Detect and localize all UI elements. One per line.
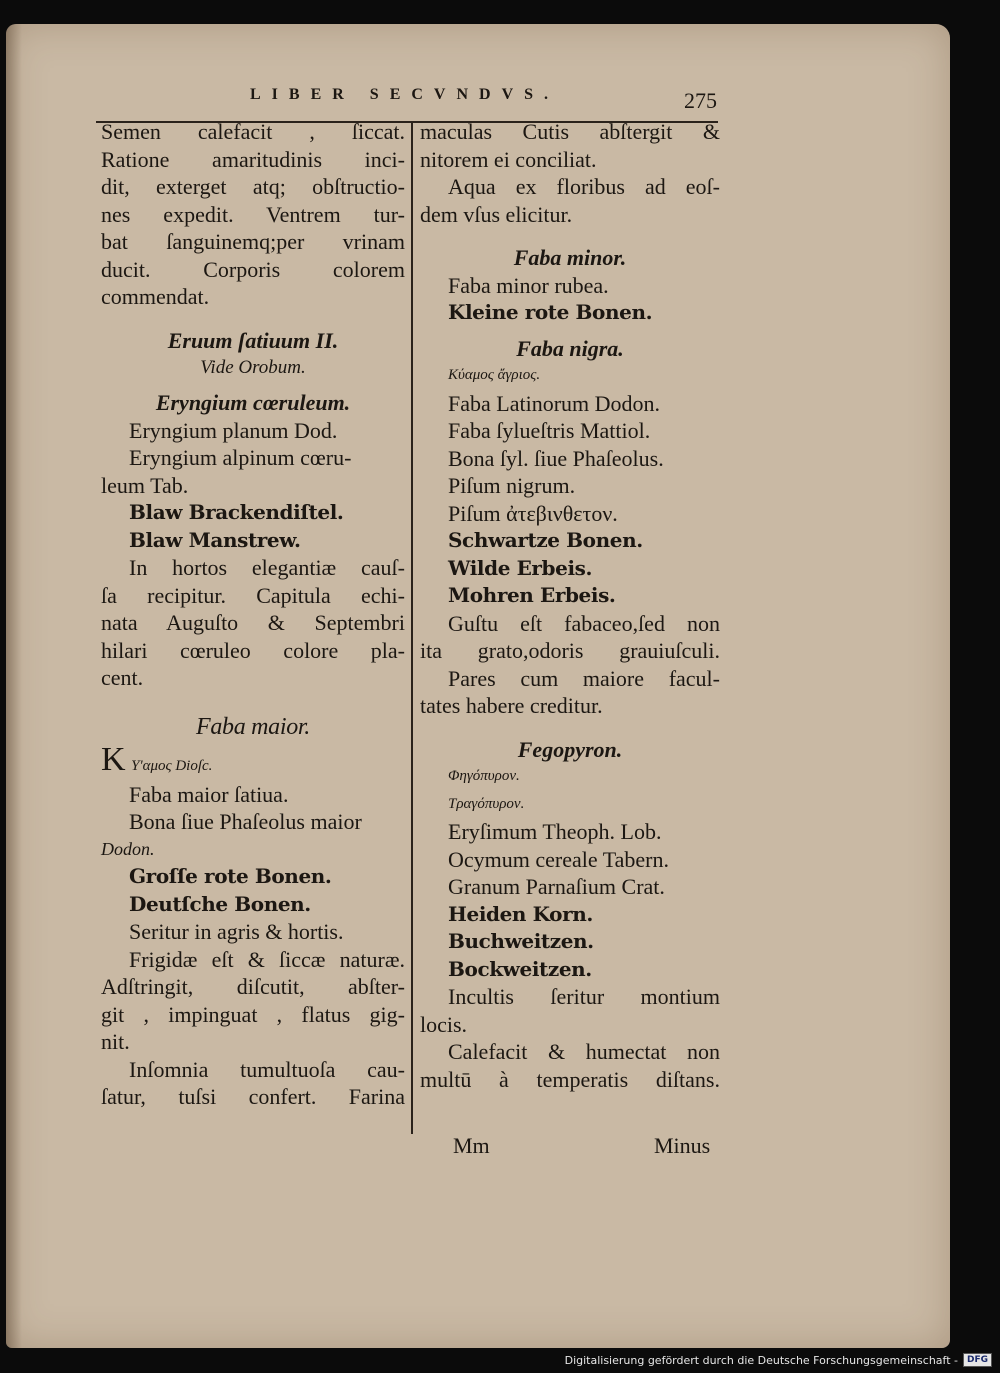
german-name: Bockweitzen. [448,956,592,981]
synonym-line: Eryngium alpinum cœru- [129,445,352,470]
text-line: Adſtringit, diſcutit, abſter- [101,974,405,999]
synonym-line: Faba minor rubea. [448,272,609,298]
synonym-line: Bona ſyl. ſiue Phaſeolus. [448,445,664,471]
text-line: commendat. [101,284,210,309]
catchword: Minus [654,1133,711,1158]
synonym-line: Eryngium planum Dod. [129,417,338,443]
text-line: Aqua ex floribus ad eoſ- [448,174,720,199]
text-line: hilari cœruleo colore pla- [101,637,405,663]
text-line: nata Auguſto & Septembri [101,610,405,635]
synonym-line: Ocymum cereale Tabern. [448,846,669,872]
text-line: ſa recipitur. Capitula echi- [101,582,405,608]
text-line: Ratione amaritudinis inci- [101,146,405,172]
text-line: bat ſanguinemq;per vrinam [101,229,405,254]
text-line: nes expedit. Ventrem tur- [101,201,405,227]
synonym-line: Piſum nigrum. [448,473,576,498]
text-line: dem vſus elicitur. [420,201,573,227]
text-line: cent. [101,665,144,690]
text-line: Frigidæ eſt & ſiccæ naturæ. [129,946,405,972]
text-line: maculas Cutis abſtergit & [420,119,720,144]
synonym-line: Faba ſylueſtris Mattiol. [448,418,651,443]
cross-reference: Vide Orobum. [200,357,306,378]
entry-heading-faba-minor: Faba minor. [513,245,627,270]
text-line: tates habere creditur. [420,693,603,718]
running-head: LIBER SECVNDVS. [250,86,560,103]
text-line: Semen calefacit , ſiccat. [101,119,405,144]
german-name: Schwartze Bonen. [448,528,643,552]
entry-heading-fegopyron: Fegopyron. [517,736,623,762]
synonym-line: Faba Latinorum Dodon. [448,390,661,416]
entry-heading-faba-maior: Faba maior. [195,713,311,740]
text-line: Inſomnia tumultuoſa cau- [129,1056,405,1082]
german-name: Groſſe rote Bonen. [129,864,332,888]
synonym-line: Eryſimum Theoph. Lob. [448,819,662,844]
left-column [101,118,405,1111]
text-line: In hortos elegantiæ cauſ- [129,555,405,580]
entry-heading-eryngium: Eryngium cœruleum. [155,390,351,415]
page-number: 275 [684,88,717,113]
text-line: Calefacit & humectat non [448,1039,720,1064]
synonym-line: Dodon. [101,838,155,859]
text-line: ita grato,odoris grauiuſculi. [420,638,720,663]
synonym-line: Piſum ἀτεβινθετον. [448,500,618,526]
text-line: nitorem ei conciliat. [420,146,597,172]
synonym-line: Faba maior ſatiua. [129,781,289,807]
german-name: Blaw Manstrew. [129,527,301,552]
credit-text: Digitalisierung gefördert durch die Deutsche Forschungsgemeinschaft - [564,1353,958,1367]
german-name: Heiden Korn. [448,901,593,926]
german-name: Mohren Erbeis. [448,583,616,607]
greek-name: Υ'αμος Dioſc. [131,758,213,774]
german-name: Deutſche Bonen. [129,891,311,916]
signature-mark: Mm [453,1133,490,1158]
german-name: Kleine rote Bonen. [448,300,653,324]
dfg-logo: DFG [963,1353,992,1367]
synonym-line: leum Tab. [101,472,189,498]
drop-cap: K [101,741,126,778]
text-line: nit. [101,1029,130,1054]
entry-heading-eruum: Eruum ſatiuum II. [167,327,339,353]
german-name: Blaw Brackendiſtel. [129,500,344,524]
text-line: multū à temperatis diſtans. [420,1066,720,1092]
entry-heading-faba-nigra: Faba nigra. [516,335,624,361]
text-line: Incultis ſeritur montium [448,984,720,1009]
greek-name: Κύαμος ἄγριος. [448,367,541,383]
digitization-credit [565,1353,992,1367]
greek-name: Τραγόπυρον. [448,795,525,812]
german-name: Buchweitzen. [448,929,594,953]
text-line: git , impinguat , flatus gig- [101,1001,405,1027]
right-column [420,118,720,1093]
greek-name: Φηγόπυρον. [448,768,520,784]
text-line: Guſtu eſt fabaceo,ſed non [448,610,720,636]
synonym-line: Bona ſiue Phaſeolus maior [129,809,362,834]
greek-name-line [101,741,405,781]
text-line: ſatur, tuſsi confert. Farina [101,1084,405,1109]
text-line: ducit. Corporis colorem [101,256,405,282]
text-line: Pares cum maiore facul- [448,665,720,691]
text-line: dit, exterget atq; obſtructio- [101,174,405,199]
text-line: Seritur in agris & hortis. [129,919,344,944]
column-divider [411,122,413,1134]
text-line: locis. [420,1011,468,1037]
synonym-line: Granum Parnaſium Crat. [448,874,665,899]
german-name: Wilde Erbeis. [448,555,593,580]
